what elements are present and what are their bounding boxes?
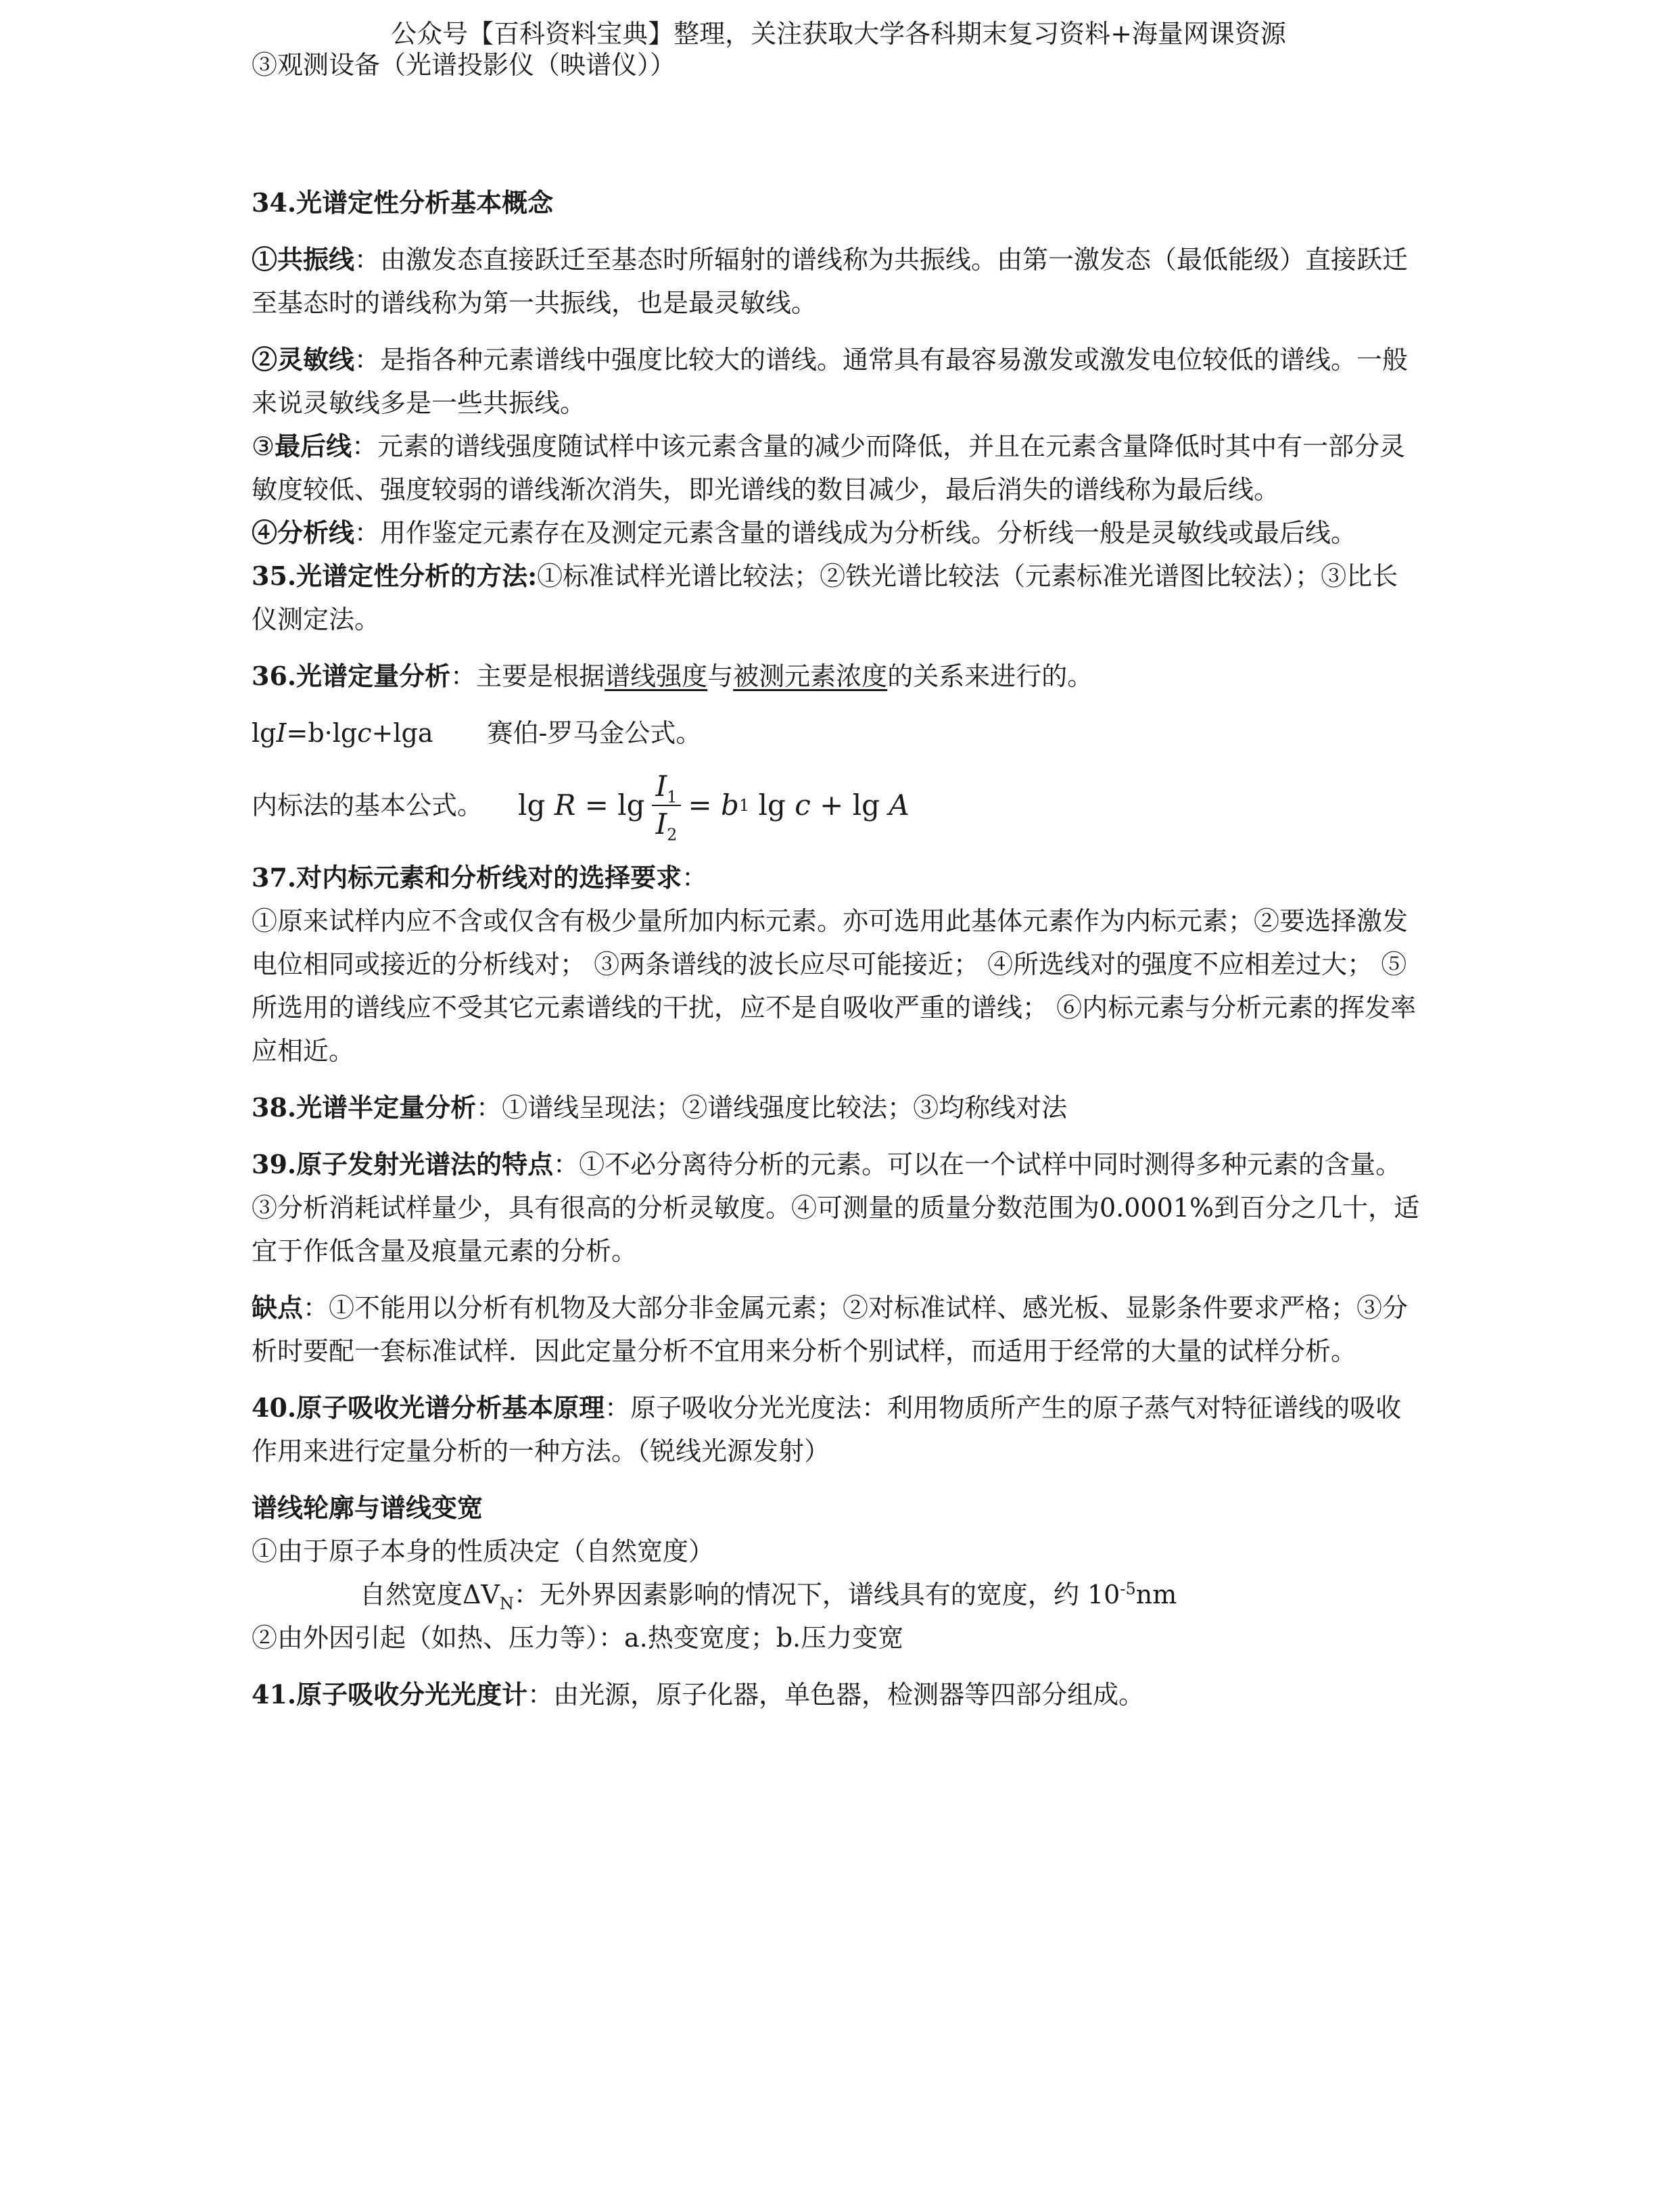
item-3-prefix: ③ <box>252 431 275 461</box>
section-38 <box>252 1086 1421 1129</box>
section-35-title: 35.光谱定性分析的方法: <box>252 561 538 591</box>
nw-a: 自然宽度ΔV <box>360 1580 500 1609</box>
underlined-concentration: 被测元素浓度 <box>733 661 888 691</box>
section-39 <box>252 1143 1421 1273</box>
section-37-title-line <box>252 856 1421 899</box>
f2-plus-lg: + lg <box>820 789 880 822</box>
f2-eq: = <box>688 789 712 822</box>
cons-title: 缺点 <box>252 1292 304 1323</box>
f1-c: c <box>357 718 372 748</box>
term-resonance-line: ①共振线 <box>252 244 355 275</box>
term-sensitive-line: ②灵敏线 <box>252 344 355 375</box>
f2-lg: lg <box>518 789 546 822</box>
section-34-item-1 <box>252 238 1421 325</box>
section-36-text-a: ：主要是根据 <box>450 661 605 691</box>
f2-den-I: I <box>655 807 667 841</box>
section-36-title: 36.光谱定量分析 <box>252 661 451 691</box>
f2-denominator <box>652 806 682 843</box>
section-34-title: 34.光谱定性分析基本概念 <box>252 187 554 218</box>
section-35-text: ①标准试样光谱比较法；②铁光谱比较法（元素标准光谱图比较法）；③比长仪测定法。 <box>252 561 1398 634</box>
section-40-title: 40.原子吸收光谱分析基本原理 <box>252 1392 605 1423</box>
f2-numerator <box>652 768 682 806</box>
nw-sup: -5 <box>1120 1579 1136 1599</box>
section-36 <box>252 655 1421 698</box>
natural-width-definition <box>252 1573 1421 1616</box>
term-analysis-line: ④分析线 <box>252 517 355 548</box>
external-broadening-line: ②由外因引起（如热、压力等）：a.热变宽度；b.压力变宽 <box>252 1623 904 1653</box>
f1-intensity: I <box>276 718 287 748</box>
section-36-text-b: 与 <box>707 661 734 691</box>
section-40-text: ：原子吸收分光光度法：利用物质所产生的原子蒸气对特征谱线的吸收作用来进行定量分析的一种方法。（锐线光源发射） <box>252 1393 1402 1466</box>
f2-lg-c: lg <box>758 789 786 822</box>
lomakin-formula-line <box>252 711 1421 755</box>
f2-b: b <box>721 789 739 822</box>
natural-width-line: ①由于原子本身的性质决定（自然宽度） <box>252 1536 715 1566</box>
f1-b-lg: =b·lg <box>286 718 358 748</box>
section-34-item-2 <box>252 338 1421 425</box>
section-35 <box>252 555 1421 641</box>
f2-R: R <box>554 789 576 822</box>
observation-device-line: ③观测设备（光谱投影仪（映谱仪）） <box>252 50 676 80</box>
formula-2-label: 内标法的基本公式。 <box>252 791 483 820</box>
f2-eq-lg: = lg <box>584 789 645 822</box>
item-2-text: ：是指各种元素谱线中强度比较大的谱线。通常具有最容易激发或激发电位较低的谱线。一般来说灵敏线多是一些共振线。 <box>252 345 1409 418</box>
section-34-item-3 <box>252 425 1421 511</box>
section-38-text: ：①谱线呈现法；②谱线强度比较法；③均称线对法 <box>476 1093 1068 1123</box>
nw-b: ：无外界因素影响的情况下，谱线具有的宽度，约 10 <box>513 1580 1120 1609</box>
cons-text: ：①不能用以分析有机物及大部分非金属元素；②对标准试样、感光板、显影条件要求严格；③分析时要配一套标准试样．因此定量分析不宜用来分析个别试样，而适用于经常的大量的试样分析。 <box>252 1293 1409 1366</box>
section-38-title: 38.光谱半定量分析 <box>252 1092 477 1123</box>
f1-lga: +lga <box>371 718 433 748</box>
section-41 <box>252 1673 1421 1716</box>
f1-lg: lg <box>252 718 277 748</box>
internal-standard-formula-row <box>252 755 1421 856</box>
f2-fraction <box>652 768 682 843</box>
nw-sub: N <box>499 1594 514 1614</box>
section-39-text: ：①不必分离待分析的元素。可以在一个试样中同时测得多种元素的含量。③分析消耗试样量少，具有很高的分析灵敏度。④可测量的质量分数范围为0.0001%到百分之几十，适宜于作低含量及痕量元素的分析。 <box>252 1150 1420 1266</box>
item-4-text: ：用作鉴定元素存在及测定元素含量的谱线成为分析线。分析线一般是灵敏线或最后线。 <box>354 518 1357 548</box>
section-39-title: 39.原子发射光谱法的特点 <box>252 1149 554 1179</box>
section-36-text-c: 的关系来进行的。 <box>887 661 1093 691</box>
item-3-text: ：元素的谱线强度随试样中该元素含量的减少而降低，并且在元素含量降低时其中有一部分灵敏度较低、强度较弱的谱线渐次消失，即光谱线的数目减少，最后消失的谱线称为最后线。 <box>252 431 1406 504</box>
nw-c: nm <box>1135 1580 1177 1609</box>
f2-den-sub: 2 <box>667 825 678 845</box>
section-37-title: 37.对内标元素和分析线对的选择要求 <box>252 862 682 893</box>
section-41-title: 41.原子吸收分光光度计 <box>252 1679 528 1710</box>
f2-num-sub: 1 <box>667 787 678 807</box>
section-40 <box>252 1386 1421 1473</box>
section-37-colon: ： <box>682 863 708 893</box>
item-1-text: ：由激发态直接跃迁至基态时所辐射的谱线称为共振线。由第一激发态（最低能级）直接跃迁至基态时的谱线称为第一共振线，也是最灵敏线。 <box>252 245 1409 318</box>
line-profile-title: 谱线轮廓与谱线变宽 <box>252 1492 483 1523</box>
section-39-cons <box>252 1286 1421 1373</box>
f2-num-I: I <box>655 770 667 803</box>
section-34-item-4 <box>252 511 1421 555</box>
underlined-intensity: 谱线强度 <box>605 661 708 691</box>
f2-c: c <box>795 789 811 822</box>
page-header: 公众号【百科资料宝典】整理，关注获取大学各科期末复习资料+海量网课资源 <box>391 19 1286 49</box>
term-last-line: 最后线 <box>275 431 352 461</box>
f2-A: A <box>889 789 910 822</box>
formula-2: lg R = lg $\frac{I_1}{I_2}$ = b 1 lg c + lg A <box>518 770 910 845</box>
section-37-text: ①原来试样内应不含或仅含有极少量所加内标元素。亦可选用此基体元素作为内标元素；②要选择激发电位相同或接近的分析线对； ③两条谱线的波长应尽可能接近； ④所选线对的强度不应相差过大； ⑤所选用的谱线应不受其它元素谱线的干扰，应不是自吸收严重的谱线； ⑥内标元素与分析元素的挥发率应相近。 <box>252 906 1417 1066</box>
formula-1-name: 赛伯-罗马金公式。 <box>487 718 702 748</box>
formula-1 <box>252 718 433 748</box>
document-body <box>252 43 1421 1716</box>
section-41-text: ：由光源，原子化器，单色器，检测器等四部分组成。 <box>527 1680 1145 1710</box>
